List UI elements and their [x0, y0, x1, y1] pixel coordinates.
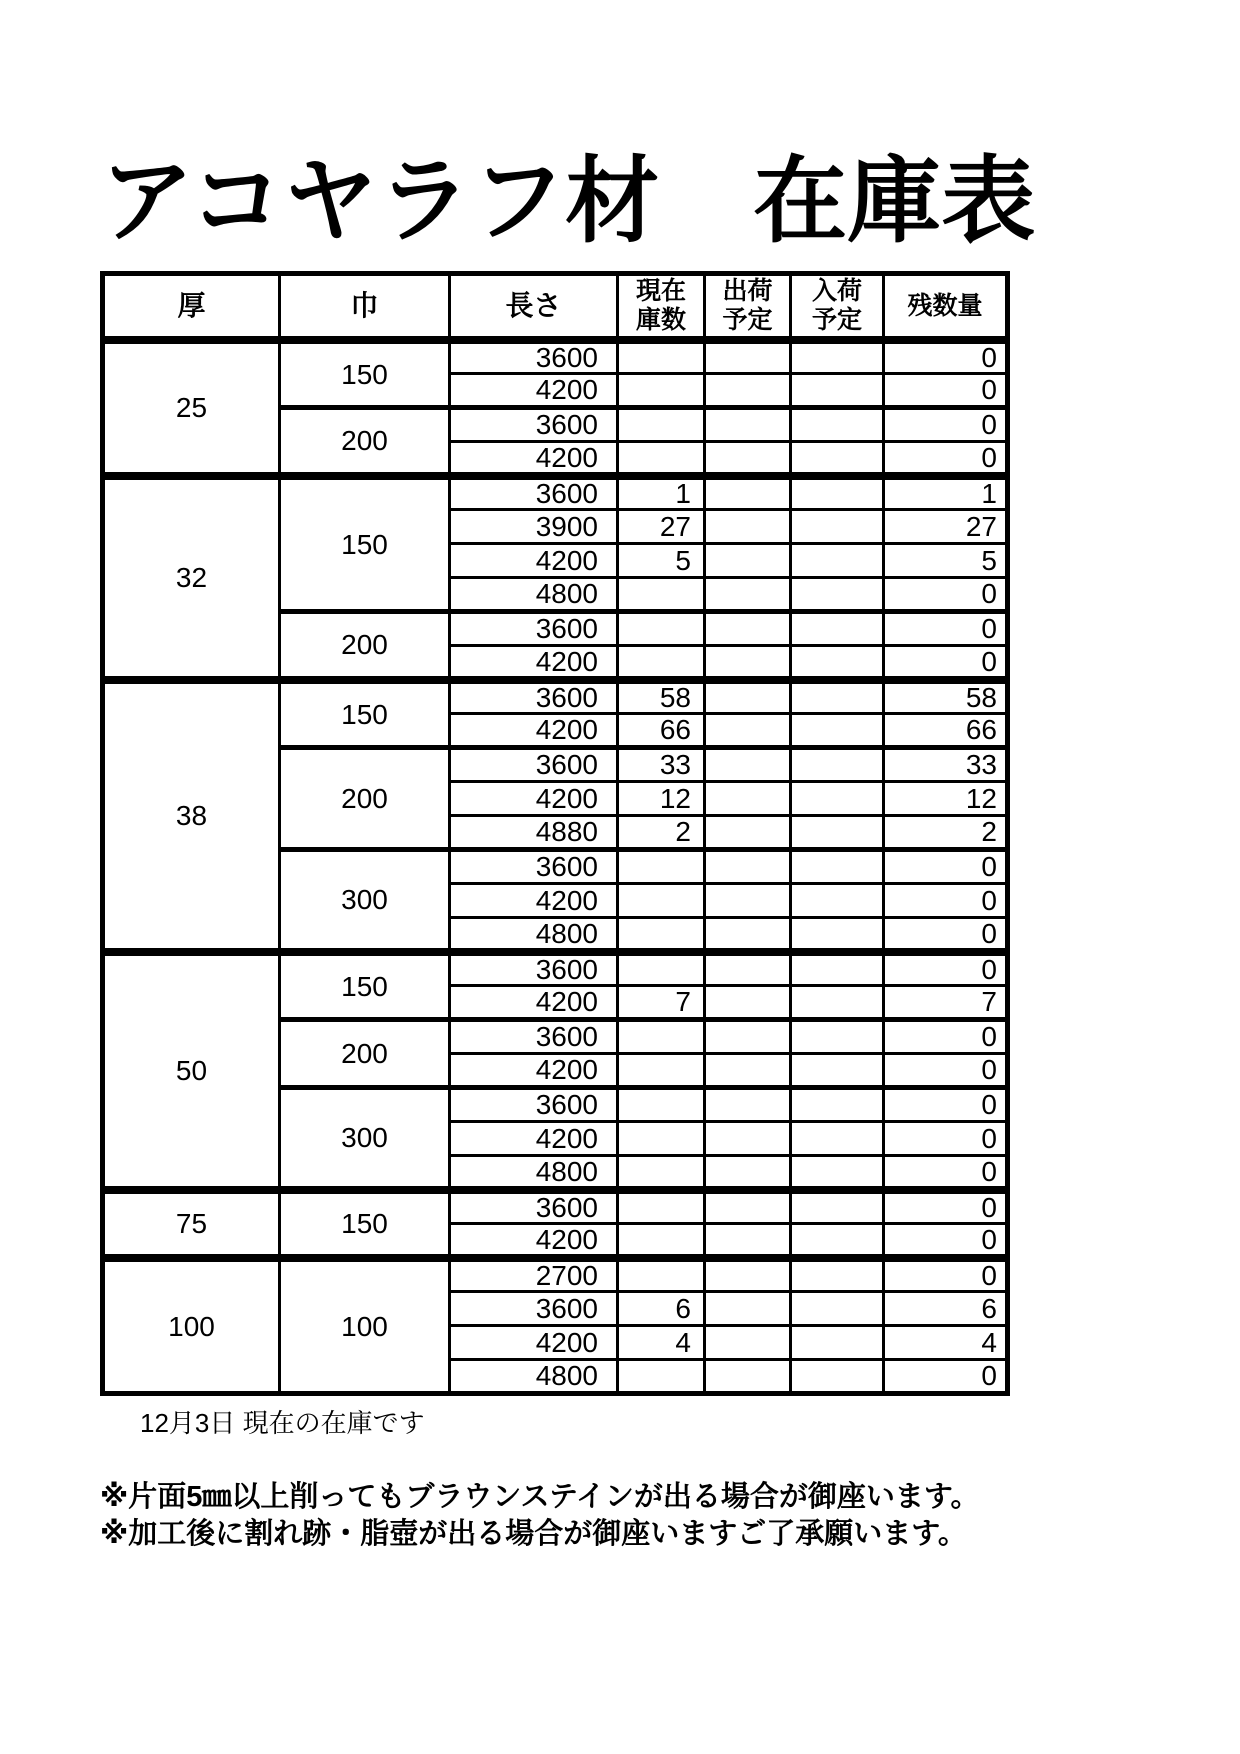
remain-cell: 0 — [884, 1122, 1008, 1156]
arrive-cell — [791, 918, 884, 952]
footer-notes — [100, 1479, 1240, 1553]
length-cell: 4200 — [450, 782, 618, 816]
arrive-cell — [791, 476, 884, 510]
stock-cell: 1 — [618, 476, 705, 510]
length-cell: 3600 — [450, 748, 618, 782]
ship-cell — [705, 782, 791, 816]
ship-cell — [705, 1258, 791, 1292]
inventory-row — [103, 952, 1008, 986]
length-cell: 4800 — [450, 578, 618, 612]
remain-cell: 33 — [884, 748, 1008, 782]
remain-cell: 0 — [884, 918, 1008, 952]
stock-cell — [618, 884, 705, 918]
col-header-ship — [705, 274, 791, 340]
col-header-stock-line2: 庫数 — [635, 306, 686, 335]
ship-cell — [705, 646, 791, 680]
stock-cell — [618, 1020, 705, 1054]
inventory-table — [100, 271, 1010, 1396]
col-header-arrive-line1: 入荷 — [811, 277, 862, 306]
col-header-remain: 残数量 — [884, 274, 1008, 340]
arrive-cell — [791, 578, 884, 612]
length-cell: 4200 — [450, 714, 618, 748]
length-cell: 3600 — [450, 680, 618, 714]
thickness-cell: 100 — [103, 1258, 280, 1394]
stock-cell — [618, 850, 705, 884]
ship-cell — [705, 1054, 791, 1088]
stock-cell: 27 — [618, 510, 705, 544]
ship-cell — [705, 680, 791, 714]
width-cell: 200 — [280, 612, 450, 680]
stock-cell — [618, 1258, 705, 1292]
remain-cell: 1 — [884, 476, 1008, 510]
remain-cell: 0 — [884, 1156, 1008, 1190]
length-cell: 3900 — [450, 510, 618, 544]
ship-cell — [705, 1292, 791, 1326]
arrive-cell — [791, 884, 884, 918]
remain-cell: 0 — [884, 442, 1008, 476]
arrive-cell — [791, 1326, 884, 1360]
thickness-cell: 50 — [103, 952, 280, 1190]
ship-cell — [705, 374, 791, 408]
width-cell: 150 — [280, 1190, 450, 1258]
arrive-cell — [791, 612, 884, 646]
arrive-cell — [791, 952, 884, 986]
length-cell: 3600 — [450, 612, 618, 646]
stock-cell: 2 — [618, 816, 705, 850]
col-header-arrive-line2: 予定 — [811, 306, 862, 335]
width-cell: 300 — [280, 1088, 450, 1190]
arrive-cell — [791, 1292, 884, 1326]
remain-cell: 5 — [884, 544, 1008, 578]
arrive-cell — [791, 816, 884, 850]
thickness-cell: 32 — [103, 476, 280, 680]
width-cell: 200 — [280, 748, 450, 850]
inventory-row — [103, 680, 1008, 714]
date-note: 12月3日 現在の在庫です — [140, 1408, 425, 1439]
remain-cell: 0 — [884, 374, 1008, 408]
ship-cell — [705, 850, 791, 884]
remain-cell: 0 — [884, 1088, 1008, 1122]
remain-cell: 0 — [884, 1054, 1008, 1088]
remain-cell: 0 — [884, 612, 1008, 646]
ship-cell — [705, 340, 791, 374]
ship-cell — [705, 952, 791, 986]
ship-cell — [705, 1326, 791, 1360]
width-cell: 150 — [280, 340, 450, 408]
remain-cell: 4 — [884, 1326, 1008, 1360]
thickness-cell: 38 — [103, 680, 280, 952]
ship-cell — [705, 510, 791, 544]
length-cell: 4200 — [450, 1122, 618, 1156]
arrive-cell — [791, 510, 884, 544]
arrive-cell — [791, 1088, 884, 1122]
arrive-cell — [791, 1054, 884, 1088]
col-header-thickness: 厚 — [103, 274, 280, 340]
ship-cell — [705, 612, 791, 646]
arrive-cell — [791, 408, 884, 442]
ship-cell — [705, 1360, 791, 1394]
length-cell: 4200 — [450, 986, 618, 1020]
width-cell: 200 — [280, 408, 450, 476]
remain-cell: 0 — [884, 1360, 1008, 1394]
ship-cell — [705, 986, 791, 1020]
length-cell: 3600 — [450, 952, 618, 986]
arrive-cell — [791, 782, 884, 816]
remain-cell: 12 — [884, 782, 1008, 816]
col-header-width: 巾 — [280, 274, 450, 340]
stock-cell — [618, 1190, 705, 1224]
ship-cell — [705, 884, 791, 918]
arrive-cell — [791, 544, 884, 578]
stock-cell: 4 — [618, 1326, 705, 1360]
ship-cell — [705, 442, 791, 476]
length-cell: 4800 — [450, 1156, 618, 1190]
stock-cell — [618, 1224, 705, 1258]
length-cell: 4200 — [450, 544, 618, 578]
stock-cell — [618, 1054, 705, 1088]
length-cell: 4200 — [450, 1326, 618, 1360]
ship-cell — [705, 1088, 791, 1122]
stock-cell: 5 — [618, 544, 705, 578]
ship-cell — [705, 748, 791, 782]
length-cell: 3600 — [450, 340, 618, 374]
arrive-cell — [791, 680, 884, 714]
arrive-cell — [791, 646, 884, 680]
stock-cell — [618, 1156, 705, 1190]
arrive-cell — [791, 714, 884, 748]
remain-cell: 0 — [884, 952, 1008, 986]
length-cell: 3600 — [450, 408, 618, 442]
width-cell: 150 — [280, 476, 450, 612]
stock-cell — [618, 408, 705, 442]
thickness-cell: 75 — [103, 1190, 280, 1258]
stock-cell — [618, 952, 705, 986]
stock-cell — [618, 1088, 705, 1122]
ship-cell — [705, 1224, 791, 1258]
arrive-cell — [791, 374, 884, 408]
col-header-ship-line1: 出荷 — [722, 277, 773, 306]
remain-cell: 0 — [884, 408, 1008, 442]
remain-cell: 7 — [884, 986, 1008, 1020]
width-cell: 200 — [280, 1020, 450, 1088]
length-cell: 3600 — [450, 1020, 618, 1054]
stock-cell — [618, 578, 705, 612]
length-cell: 4800 — [450, 1360, 618, 1394]
stock-cell — [618, 646, 705, 680]
ship-cell — [705, 1156, 791, 1190]
stock-cell — [618, 612, 705, 646]
remain-cell: 0 — [884, 578, 1008, 612]
ship-cell — [705, 476, 791, 510]
remain-cell: 58 — [884, 680, 1008, 714]
inventory-table-body — [103, 340, 1008, 1394]
arrive-cell — [791, 1360, 884, 1394]
stock-cell — [618, 340, 705, 374]
width-cell: 100 — [280, 1258, 450, 1394]
length-cell: 4200 — [450, 884, 618, 918]
col-header-length: 長さ — [450, 274, 618, 340]
arrive-cell — [791, 1020, 884, 1054]
inventory-row — [103, 476, 1008, 510]
footer-note-1: ※片面5㎜以上削ってもブラウンステインが出る場合が御座います。 — [100, 1481, 980, 1514]
length-cell: 3600 — [450, 1190, 618, 1224]
width-cell: 300 — [280, 850, 450, 952]
arrive-cell — [791, 1190, 884, 1224]
header-row — [103, 274, 1008, 340]
inventory-row — [103, 1190, 1008, 1224]
col-header-stock-line1: 現在 — [635, 277, 686, 306]
length-cell: 4800 — [450, 918, 618, 952]
stock-cell: 12 — [618, 782, 705, 816]
length-cell: 3600 — [450, 1088, 618, 1122]
remain-cell: 0 — [884, 1258, 1008, 1292]
remain-cell: 0 — [884, 340, 1008, 374]
ship-cell — [705, 1190, 791, 1224]
ship-cell — [705, 578, 791, 612]
page-title: アコヤラフ材 在庫表 — [100, 148, 1036, 253]
length-cell: 4200 — [450, 442, 618, 476]
col-header-ship-line2: 予定 — [722, 306, 773, 335]
col-header-stock — [618, 274, 705, 340]
stock-cell: 66 — [618, 714, 705, 748]
ship-cell — [705, 1122, 791, 1156]
ship-cell — [705, 408, 791, 442]
stock-cell: 7 — [618, 986, 705, 1020]
stock-cell — [618, 918, 705, 952]
stock-cell — [618, 374, 705, 408]
remain-cell: 0 — [884, 850, 1008, 884]
length-cell: 3600 — [450, 1292, 618, 1326]
length-cell: 3600 — [450, 476, 618, 510]
length-cell: 4880 — [450, 816, 618, 850]
inventory-row — [103, 340, 1008, 374]
length-cell: 4200 — [450, 374, 618, 408]
remain-cell: 0 — [884, 646, 1008, 680]
stock-cell: 6 — [618, 1292, 705, 1326]
length-cell: 4200 — [450, 1054, 618, 1088]
remain-cell: 66 — [884, 714, 1008, 748]
arrive-cell — [791, 442, 884, 476]
width-cell: 150 — [280, 952, 450, 1020]
remain-cell: 0 — [884, 1224, 1008, 1258]
length-cell: 2700 — [450, 1258, 618, 1292]
arrive-cell — [791, 1224, 884, 1258]
ship-cell — [705, 1020, 791, 1054]
length-cell: 3600 — [450, 850, 618, 884]
stock-cell: 58 — [618, 680, 705, 714]
arrive-cell — [791, 340, 884, 374]
remain-cell: 0 — [884, 1020, 1008, 1054]
ship-cell — [705, 544, 791, 578]
stock-cell: 33 — [618, 748, 705, 782]
arrive-cell — [791, 748, 884, 782]
arrive-cell — [791, 986, 884, 1020]
arrive-cell — [791, 1122, 884, 1156]
length-cell: 4200 — [450, 646, 618, 680]
length-cell: 4200 — [450, 1224, 618, 1258]
arrive-cell — [791, 1156, 884, 1190]
ship-cell — [705, 714, 791, 748]
ship-cell — [705, 816, 791, 850]
col-header-arrive — [791, 274, 884, 340]
ship-cell — [705, 918, 791, 952]
remain-cell: 0 — [884, 1190, 1008, 1224]
width-cell: 150 — [280, 680, 450, 748]
remain-cell: 2 — [884, 816, 1008, 850]
inventory-row — [103, 1258, 1008, 1292]
remain-cell: 6 — [884, 1292, 1008, 1326]
arrive-cell — [791, 850, 884, 884]
stock-cell — [618, 442, 705, 476]
stock-cell — [618, 1360, 705, 1394]
footer-note-2: ※加工後に割れ跡・脂壺が出る場合が御座いますご了承願います。 — [100, 1518, 967, 1551]
thickness-cell: 25 — [103, 340, 280, 476]
remain-cell: 27 — [884, 510, 1008, 544]
arrive-cell — [791, 1258, 884, 1292]
stock-cell — [618, 1122, 705, 1156]
remain-cell: 0 — [884, 884, 1008, 918]
